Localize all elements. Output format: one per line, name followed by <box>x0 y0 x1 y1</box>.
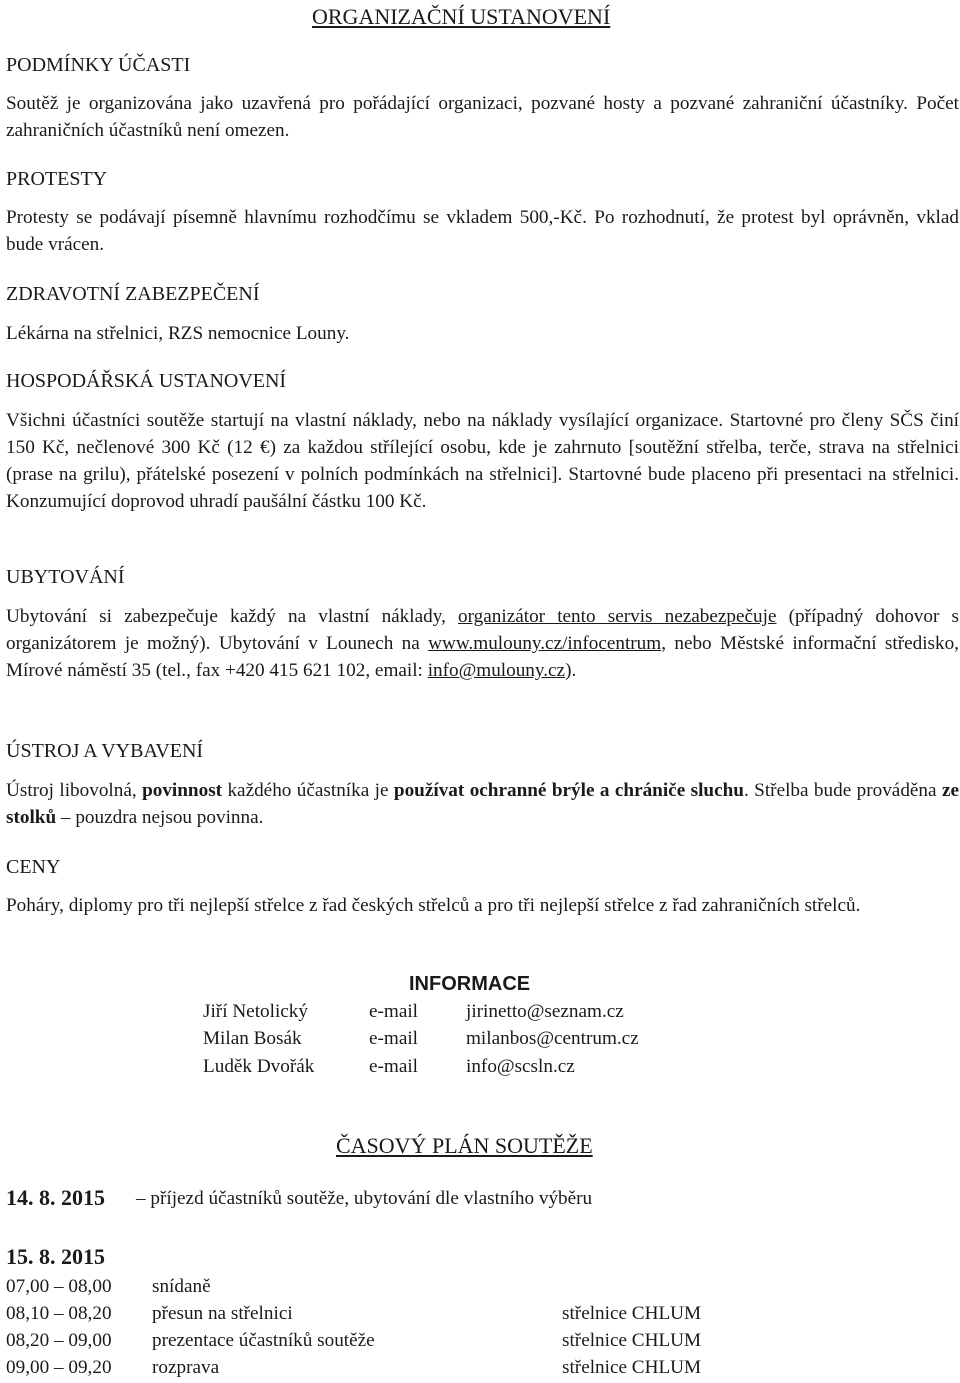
ustroj-ochrana: používat ochranné brýle a chrániče sluchu <box>393 780 744 801</box>
contact-name: Milan Bosák <box>203 1028 302 1049</box>
day2-date: 15. 8. 2015 <box>6 1244 105 1269</box>
schedule-time: 08,10 – 08,20 <box>6 1303 112 1324</box>
day1-date: 14. 8. 2015 <box>6 1185 105 1210</box>
text-ceny: Poháry, diplomy pro tři nejlepší střelce z řad českých střelců a pro tři nejlepší střelce z řad zahraničních střelců. <box>6 895 861 916</box>
schedule-activity: prezentace účastníků soutěže <box>152 1330 375 1351</box>
infocentrum-link[interactable]: www.mulouny.cz/infocentrum <box>428 633 662 654</box>
ubytovani-highlight: organizátor tento servis nezabezpečuje <box>458 606 777 627</box>
contact-type: e-mail <box>369 1056 419 1077</box>
email-link[interactable]: info@mulouny.cz <box>427 660 566 681</box>
schedule-activity: přesun na střelnici <box>152 1303 293 1324</box>
day1-text: – příjezd účastníků soutěže, ubytování dle vlastního výběru <box>136 1188 593 1209</box>
ustroj-e: . Střelba bude prováděna <box>743 780 942 801</box>
schedule-place: střelnice CHLUM <box>562 1330 702 1351</box>
text-ustroj <box>6 777 959 831</box>
ustroj-povinnost: povinnost <box>142 780 223 801</box>
schedule-time: 07,00 – 08,00 <box>6 1276 112 1297</box>
contact-type: e-mail <box>369 1028 419 1049</box>
ubytovani-part2: (případný dohovor s organizátorem je možný). Ubytování v Lounech na <box>6 606 959 654</box>
heading-hospodarska: HOSPODÁŘSKÁ USTANOVENÍ <box>6 370 287 392</box>
text-protesty: Protesty se podávají písemně hlavnímu rozhodčímu se vkladem 500,-Kč. Po rozhodnutí, že protest byl oprávněn, vklad bude vrácen. <box>6 207 959 255</box>
contact-email: info@scsln.cz <box>466 1056 575 1077</box>
schedule-activity: rozprava <box>152 1357 220 1378</box>
schedule-place: střelnice CHLUM <box>562 1303 702 1324</box>
contact-name: Jiří Netolický <box>203 1001 308 1022</box>
contact-email: milanbos@centrum.cz <box>466 1028 639 1049</box>
heading-ubytovani: UBYTOVÁNÍ <box>6 566 125 588</box>
text-zdravotni: Lékárna na střelnici, RZS nemocnice Louny. <box>6 323 350 344</box>
ustroj-c: každého účastníka je <box>222 780 394 801</box>
heading-ustroj: ÚSTROJ A VYBAVENÍ <box>6 740 204 762</box>
heading-zdravotni: ZDRAVOTNÍ ZABEZPEČENÍ <box>6 283 260 305</box>
heading-protesty: PROTESTY <box>6 168 108 190</box>
heading-podminky: PODMÍNKY ÚČASTI <box>6 54 191 76</box>
contact-name: Luděk Dvořák <box>203 1056 315 1077</box>
schedule-title: ČASOVÝ PLÁN SOUTĚŽE <box>336 1133 593 1158</box>
text-ubytovani <box>6 603 959 684</box>
page-title: ORGANIZAČNÍ USTANOVENÍ <box>312 4 611 29</box>
ustroj-g: – pouzdra nejsou povinna. <box>56 807 264 828</box>
schedule-place: střelnice CHLUM <box>562 1357 702 1378</box>
schedule-time: 09,00 – 09,20 <box>6 1357 112 1378</box>
ubytovani-part4: ). <box>565 660 577 681</box>
ustroj-stolku: ze stolků <box>6 780 959 828</box>
text-hospodarska: Všichni účastníci soutěže startují na vlastní náklady, nebo na náklady vysílající organizace. Startovné pro členy SČS činí 150 Kč, nečlenové 300 Kč (12 €) za každou střílející osobu, kde je zahrnuto [soutěžní střelba, terče, strava na střelnici (prase na grilu), přátelské posezení v polních podmínkách na střelnici]. Startovné bude placeno při presentaci na střelnici. Konzumující doprovod uhradí paušální částku 100 Kč. <box>6 410 959 512</box>
ubytovani-part3: , nebo Městské informační středisko, Mírové náměstí 35 (tel., fax +420 415 621 102, email: <box>6 633 959 681</box>
ustroj-a: Ústroj libovolná, <box>6 780 143 801</box>
text-podminky: Soutěž je organizována jako uzavřená pro pořádající organizaci, pozvané hosty a pozvané zahraniční účastníky. Počet zahraničních účastníků není omezen. <box>6 93 959 141</box>
contact-type: e-mail <box>369 1001 419 1022</box>
ubytovani-part1: Ubytování si zabezpečuje každý na vlastní náklady, <box>6 606 459 627</box>
schedule-time: 08,20 – 09,00 <box>6 1330 112 1351</box>
contact-email: jirinetto@seznam.cz <box>466 1001 624 1022</box>
schedule-activity: snídaně <box>152 1276 211 1297</box>
informace-heading: INFORMACE <box>409 973 531 995</box>
heading-ceny: CENY <box>6 856 61 878</box>
